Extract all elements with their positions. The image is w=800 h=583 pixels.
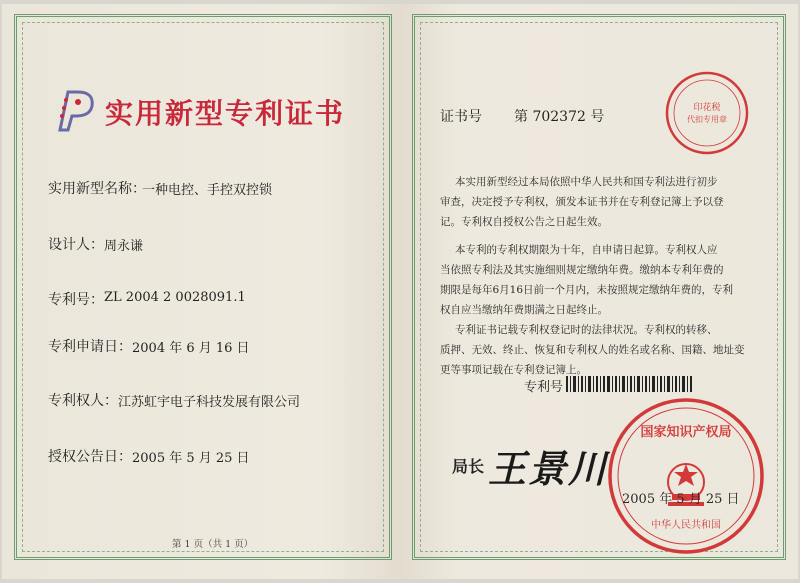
field-value-patentee: 江苏虹宇电子科技发展有限公司: [118, 395, 301, 410]
paragraph-line-5: 当依照专利法及其实施细则规定缴纳年费。缴纳本专利年费的: [440, 264, 724, 276]
agency-seal: [664, 70, 750, 156]
field-value-application-date: 2004 年 6 月 16 日: [132, 341, 250, 356]
patent-number-label: 专利号: [524, 380, 564, 395]
certificate-title: 实用新型专利证书: [105, 97, 346, 130]
field-value-name: 一种电控、手控双控锁: [142, 183, 273, 198]
paragraph-line-6: 期限是每年6月16日前一个月内，未按照规定缴纳年费的，专利: [440, 284, 734, 296]
patent-office-logo: [56, 86, 100, 132]
field-label-patentee: 专利权人：: [48, 393, 118, 409]
field-label-grant-date: 授权公告日：: [48, 449, 132, 465]
field-value-designer: 周永谦: [104, 239, 144, 254]
field-label-patent-number: 专利号：: [48, 292, 104, 308]
field-label-designer: 设计人：: [48, 237, 104, 253]
svg-text:中华人民共和国: 中华人民共和国: [651, 520, 721, 531]
issue-date: 2005 年 5 月 25 日: [622, 492, 740, 507]
page-footer: 第 1 页（共 1 页）: [172, 539, 254, 550]
svg-text:国家知识产权局: 国家知识产权局: [640, 425, 732, 440]
field-label-name: 实用新型名称：: [48, 181, 146, 197]
svg-text:代扣专用章: 代扣专用章: [687, 115, 727, 124]
director-signature: 王景川: [488, 446, 609, 491]
paragraph-line-3: 记。专利权自授权公告之日起生效。: [440, 216, 608, 228]
paragraph-line-1: 本实用新型经过本局依照中华人民共和国专利法进行初步: [455, 176, 718, 188]
paragraph-line-8: 专利证书记载专利权登记时的法律状况。专利权的转移、: [455, 324, 718, 336]
field-label-application-date: 专利申请日：: [48, 339, 132, 355]
cert-number-label: 证书号: [440, 109, 482, 125]
paragraph-line-4: 本专利的专利权期限为十年，自申请日起算。专利权人应: [455, 244, 718, 256]
field-value-patent-number: ZL 2004 2 0028091.1: [104, 290, 246, 305]
cert-number-value: 第 702372 号: [514, 109, 605, 125]
paragraph-line-7: 权自应当缴纳年费期满之日起终止。: [440, 304, 608, 316]
svg-text:印花税: 印花税: [693, 103, 721, 113]
field-value-grant-date: 2005 年 5 月 25 日: [132, 451, 250, 466]
paragraph-line-10: 更等事项记载在专利登记簿上。: [440, 364, 587, 376]
patent-barcode: [566, 374, 696, 394]
state-ip-office-seal: [606, 396, 766, 556]
paragraph-line-9: 质押、无效、终止、恢复和专利权人的姓名或名称、国籍、地址变: [440, 344, 745, 356]
paragraph-line-2: 审查，决定授予专利权，颁发本证书并在专利登记簿上予以登: [440, 196, 724, 208]
director-label: 局长: [452, 457, 485, 476]
